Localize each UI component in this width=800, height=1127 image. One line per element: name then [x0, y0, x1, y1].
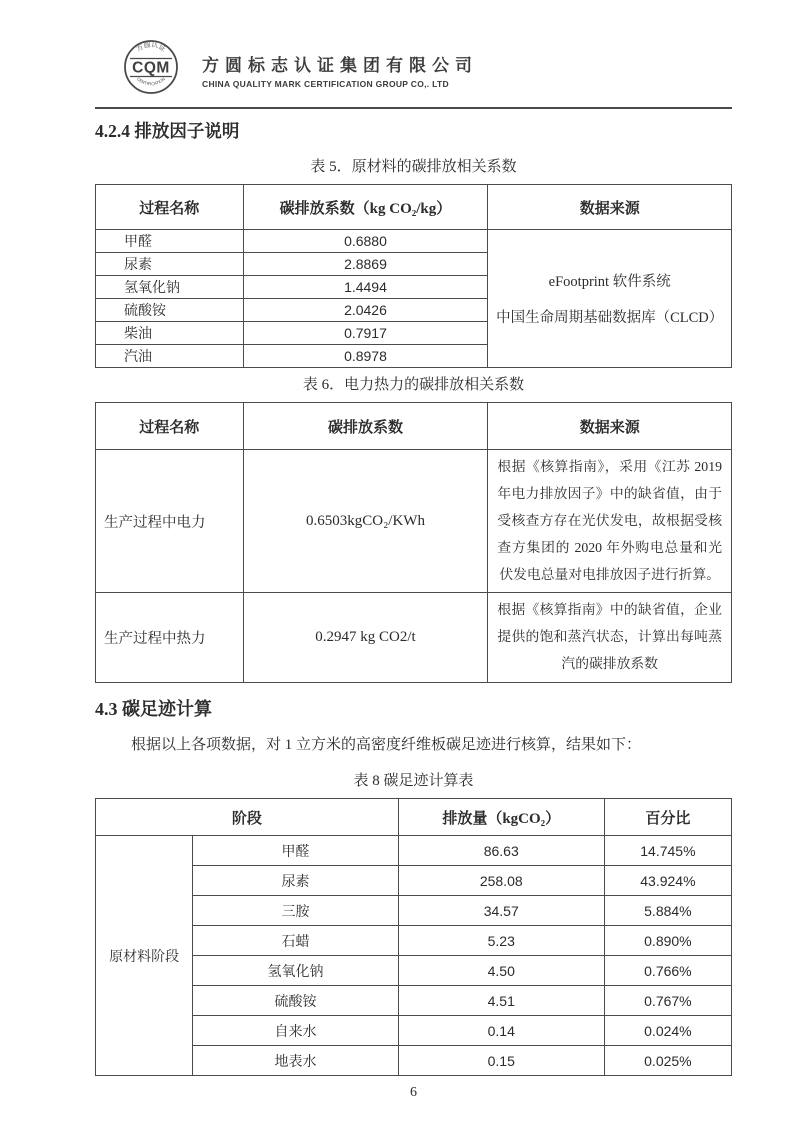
logo-bottom-text: CERTIFICATION — [135, 76, 167, 87]
table5-header-source: 数据来源 — [488, 185, 732, 230]
table5-header-row — [96, 185, 732, 230]
table8-row-percent: 0.767% — [604, 986, 731, 1016]
table-row — [96, 450, 732, 593]
table8-header-stage: 阶段 — [96, 799, 399, 836]
section-heading-424: 4.2.4 排放因子说明 — [95, 121, 240, 141]
table5-caption: 表 5．原材料的碳排放相关系数 — [310, 159, 517, 175]
table5-source-cell — [488, 230, 732, 368]
table8-row-emission: 0.14 — [398, 1016, 604, 1046]
table5-source-line1: eFootprint 软件系统 — [548, 274, 671, 290]
table8-row-emission: 4.50 — [398, 956, 604, 986]
section-heading-43: 4.3 碳足迹计算 — [95, 699, 212, 720]
table6-row-name: 生产过程中热力 — [96, 593, 244, 683]
table5-header-coefficient: 碳排放系数（kg CO₂/kg） — [243, 185, 488, 230]
table5-row-name: 尿素 — [96, 253, 244, 276]
table8-header-percent: 百分比 — [604, 799, 731, 836]
table8-row-emission: 0.15 — [398, 1046, 604, 1076]
table6-energy-factors — [95, 402, 732, 683]
table5-row-name: 氢氧化钠 — [96, 276, 244, 299]
table8-caption: 表 8 碳足迹计算表 — [353, 773, 474, 790]
table8-row-percent: 0.766% — [604, 956, 731, 986]
table8-row-percent: 0.025% — [604, 1046, 731, 1076]
table6-row-name: 生产过程中电力 — [96, 450, 244, 593]
company-header — [95, 0, 732, 109]
table8-row-percent: 43.924% — [604, 866, 731, 896]
table5-row-name: 汽油 — [96, 345, 244, 368]
table8-row-item: 甲醛 — [193, 836, 398, 866]
table8-row-emission: 4.51 — [398, 986, 604, 1016]
table6-row-value: 0.6503kgCO₂/KWh — [243, 450, 488, 593]
table-row — [96, 593, 732, 683]
table5-row-value: 0.6880 — [243, 230, 488, 253]
table8-row-item: 地表水 — [193, 1046, 398, 1076]
table6-header-process: 过程名称 — [96, 403, 244, 450]
table6-row-source: 根据《核算指南》，采用《江苏 2019 年电力排放因子》中的缺省值，由于受核查方存在光伏发电，故根据受核查方集团的 2020 年外购电总量和光伏发电总量对电排放因子进行折算。 — [488, 450, 732, 593]
table5-row-value: 2.0426 — [243, 299, 488, 322]
table8-header-row — [96, 799, 732, 836]
table5-row-name: 甲醛 — [96, 230, 244, 253]
table8-row-emission: 34.57 — [398, 896, 604, 926]
company-names — [202, 51, 478, 89]
table-row — [96, 836, 732, 866]
table6-header-row — [96, 403, 732, 450]
table8-row-percent: 0.890% — [604, 926, 731, 956]
logo-top-text: 方圆认证 — [135, 41, 167, 54]
page-content — [95, 0, 732, 1101]
table6-row-value: 0.2947 kg CO2/t — [243, 593, 488, 683]
table6-header-source: 数据来源 — [488, 403, 732, 450]
table8-row-emission: 258.08 — [398, 866, 604, 896]
section-43-paragraph: 根据以上各项数据，对 1 立方米的高密度纤维板碳足迹进行核算，结果如下： — [131, 737, 642, 754]
cqm-seal-icon — [113, 38, 189, 96]
table8-row-item: 三胺 — [193, 896, 398, 926]
table8-row-percent: 14.745% — [604, 836, 731, 866]
table8-row-percent: 0.024% — [604, 1016, 731, 1046]
table8-row-emission: 5.23 — [398, 926, 604, 956]
svg-text:CERTIFICATION — [136, 76, 166, 86]
logo-cqm-text: CQM — [132, 59, 170, 77]
cqm-logo — [113, 38, 189, 101]
table5-row-name: 硫酸铵 — [96, 299, 244, 322]
table6-header-coefficient: 碳排放系数 — [243, 403, 488, 450]
table8-row-item: 自来水 — [193, 1016, 398, 1046]
table5-row-value: 1.4494 — [243, 276, 488, 299]
table5-row-value: 0.7917 — [243, 322, 488, 345]
company-name-english: CHINA QUALITY MARK CERTIFICATION GROUP CO,. LTD — [202, 78, 449, 89]
table6-caption: 表 6．电力热力的碳排放相关系数 — [302, 377, 525, 393]
table8-row-emission: 86.63 — [398, 836, 604, 866]
table8-row-item: 硫酸铵 — [193, 986, 398, 1016]
table5-raw-material-factors — [95, 184, 732, 368]
table-row — [96, 230, 732, 253]
table8-row-item: 石蜡 — [193, 926, 398, 956]
table8-carbon-footprint — [95, 798, 732, 1076]
table5-row-value: 0.8978 — [243, 345, 488, 368]
table6-row-source: 根据《核算指南》中的缺省值，企业提供的饱和蒸汽状态，计算出每吨蒸汽的碳排放系数 — [488, 593, 732, 683]
page-number: 6 — [410, 1085, 417, 1101]
company-name-chinese: 方圆标志认证集团有限公司 — [202, 55, 478, 75]
table8-row-percent: 5.884% — [604, 896, 731, 926]
table5-row-name: 柴油 — [96, 322, 244, 345]
table8-header-emission: 排放量（kgCO₂） — [398, 799, 604, 836]
table5-source-line2: 中国生命周期基础数据库（CLCD） — [496, 310, 724, 326]
table5-row-value: 2.8869 — [243, 253, 488, 276]
table8-row-item: 尿素 — [193, 866, 398, 896]
table5-header-process: 过程名称 — [96, 185, 244, 230]
table8-stage-cell: 原材料阶段 — [96, 836, 193, 1076]
table8-row-item: 氢氧化钠 — [193, 956, 398, 986]
